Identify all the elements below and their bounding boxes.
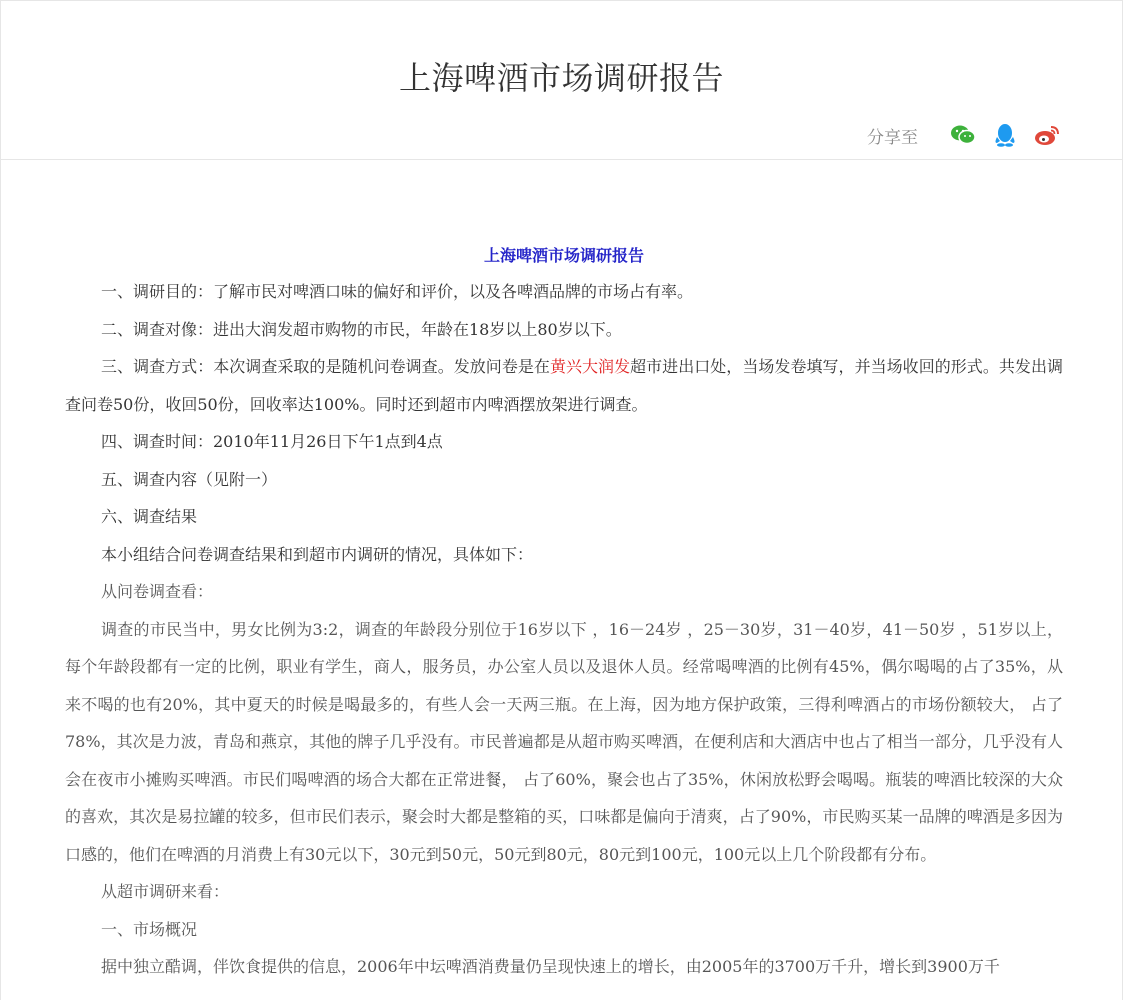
qq-icon[interactable] [992,122,1018,148]
paragraph: 五、调查内容（见附一） [101,469,278,489]
paragraph: 调查的市民当中，男女比例为3:2，调查的年龄段分别位于16岁以下 ，16－24岁 ，25－30岁，31－40岁，41－50岁 ，51岁以上，每个年龄段都有一定的比例，职业有学生，商人，服务员，办公室人员以及退休人员。经常喝啤酒的比例有45%，偶尔喝喝的占了35%，从来不喝的也有20%，其中夏天的时候是喝最多的，有些人会一天两三瓶。在上海，因为地方保护政策，三得利啤酒占的市场份额较大， 占了78%，其次是力波，青岛和燕京，其他的牌子几乎没有。市民普遍都是从超市购买啤酒，在便利店和大酒店中也占了相当一部分，几乎没有人会在夜市小摊购买啤酒。市民们喝啤酒的场合大都在正常进餐， 占了60%，聚会也占了35%，休闲放松野会喝喝。瓶装的啤酒比较深的大众的喜欢，其次是易拉罐的较多，但市民们表示，聚会时大都是整箱的买，口味都是偏向于清爽，占了90%，市民购买某一品牌的啤酒是多因为口感的，他们在啤酒的月消费上有30元以下，30元到50元，50元到80元，80元到100元，100元以上几个阶段都有分布。 [65,619,1063,864]
article-body [65,231,1063,986]
paragraph [65,348,1063,423]
paragraph: 据中独立酷调，伴饮食提供的信息，2006年中坛啤酒消费量仍呈现快速上的增长，由2005年的3700万千升，增长到3900万千 [101,957,1000,976]
paragraph: 六、调查结果 [101,507,198,526]
doc-title: 上海啤酒市场调研报告 [483,246,644,265]
paragraph: 从问卷调查看： [101,582,214,601]
paragraph-text: 超市进出口处，当场发卷填写，并当场收回的形式。共发出调查问卷50份，收回50份，回收率达100%。同时还到超市内啤酒摆放架进行调查。 [65,357,1063,414]
paragraph: 本小组结合问卷调查结果和到超市内调研的情况，具体如下： [101,544,534,564]
paragraph: 一、市场概况 [101,919,198,939]
paragraph: 从超市调研来看： [101,882,230,901]
highlight-text: 黄兴大润发 [549,357,631,376]
share-bar [867,122,1060,148]
weibo-icon[interactable] [1034,122,1060,148]
share-label: 分享至 [867,127,918,148]
paragraph: 一、调研目的：了解市民对啤酒口味的偏好和评价，以及各啤酒品牌的市场占有率。 [101,282,694,301]
paragraph: 四、调查时间：2010年11月26日下午1点到4点 [101,432,443,451]
wechat-icon[interactable] [950,122,976,148]
paragraph: 二、调查对像：进出大润发超市购物的市民，年龄在18岁以上80岁以下。 [101,319,622,339]
header [1,1,1122,160]
paragraph-text: 三、调查方式：本次调查采取的是随机问卷调查。发放问卷是在 [101,357,550,376]
page-title: 上海啤酒市场调研报告 [398,59,724,97]
